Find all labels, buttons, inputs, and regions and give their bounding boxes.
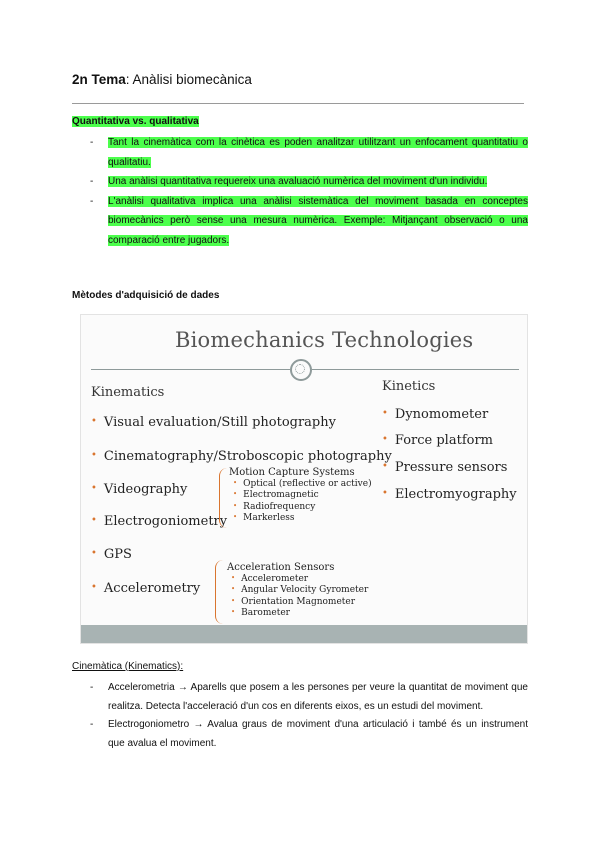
- list-item: - Electrogoniometro → Avalua graus de moviment d'una articulació i també és un instrument que avalua el moviment.: [90, 719, 528, 749]
- topic-name: Anàlisi biomecànica: [132, 72, 252, 87]
- motion-capture-box: Motion Capture Systems • Optical (reflective or active) • Electromagnetic • Radiofrequency • Markerless: [229, 467, 372, 523]
- quantitative-list: [72, 133, 528, 250]
- title-separator: :: [125, 72, 133, 87]
- slide-ornament-icon: [290, 359, 312, 381]
- slide-title-rule-left: [91, 369, 290, 370]
- title-divider: [72, 103, 524, 104]
- list-item: - Una anàlisi quantitativa requereix una avaluació numèrica del moviment d'un individu.: [90, 176, 488, 187]
- kinetics-item: • Pressure sensors: [382, 460, 508, 475]
- biomechanics-slide-image: [80, 314, 528, 644]
- kinematics-item: • Visual evaluation/Still photography: [91, 415, 336, 430]
- kinetics-item: • Dynomometer: [382, 407, 489, 422]
- kinematics-item: • Cinematography/Stroboscopic photography: [91, 449, 392, 464]
- slide-title-rule-right: [312, 369, 519, 370]
- acceleration-sensors-box: Acceleration Sensors • Accelerometer • Angular Velocity Gyrometer • Orientation Magnometer • Barometer: [227, 562, 369, 618]
- topic-number: 2n Tema: [72, 72, 126, 87]
- slide-title: Biomechanics Technologies: [175, 328, 474, 352]
- kinematics-item: • GPS: [91, 547, 132, 562]
- page-title: [72, 72, 252, 87]
- kinetics-heading: Kinetics: [382, 379, 436, 394]
- kinematics-heading: Kinematics: [91, 385, 165, 400]
- list-item: - Tant la cinemàtica com la cinètica es poden analitzar utilitzant un enfocament quantitatiu o qualitatiu.: [90, 137, 528, 168]
- acceleration-sensors-brace: [215, 560, 224, 624]
- kinetics-item: • Electromyography: [382, 487, 517, 502]
- kinematics-item: • Accelerometry: [91, 581, 201, 596]
- motion-capture-brace: [219, 468, 228, 528]
- section-heading-quantitative: Quantitativa vs. qualitativa: [72, 116, 199, 127]
- section-heading-kinematics: Cinemàtica (Kinematics):: [72, 661, 184, 672]
- kinetics-item: • Force platform: [382, 433, 493, 448]
- slide-footer-bar: [81, 625, 527, 643]
- kinematics-item: • Videography: [91, 482, 188, 497]
- kinematics-list: [72, 679, 528, 753]
- section-heading-data-acquisition: Mètodes d'adquisició de dades: [72, 290, 220, 301]
- list-item: - L'anàlisi qualitativa implica una anàlisi sistemàtica del moviment basada en conceptes biomecànics però sense una mesura numèrica. Exemple: Mitjançant observació o una comparació entre jugadors.: [90, 195, 528, 246]
- kinematics-item: • Electrogoniometry: [91, 514, 228, 529]
- list-item: - Accelerometria → Aparells que posem a les persones per veure la quantitat de moviment que realitza. Detecta l'acceleració d'un cos en diferents eixos, es un estudi del moviment.: [90, 682, 528, 712]
